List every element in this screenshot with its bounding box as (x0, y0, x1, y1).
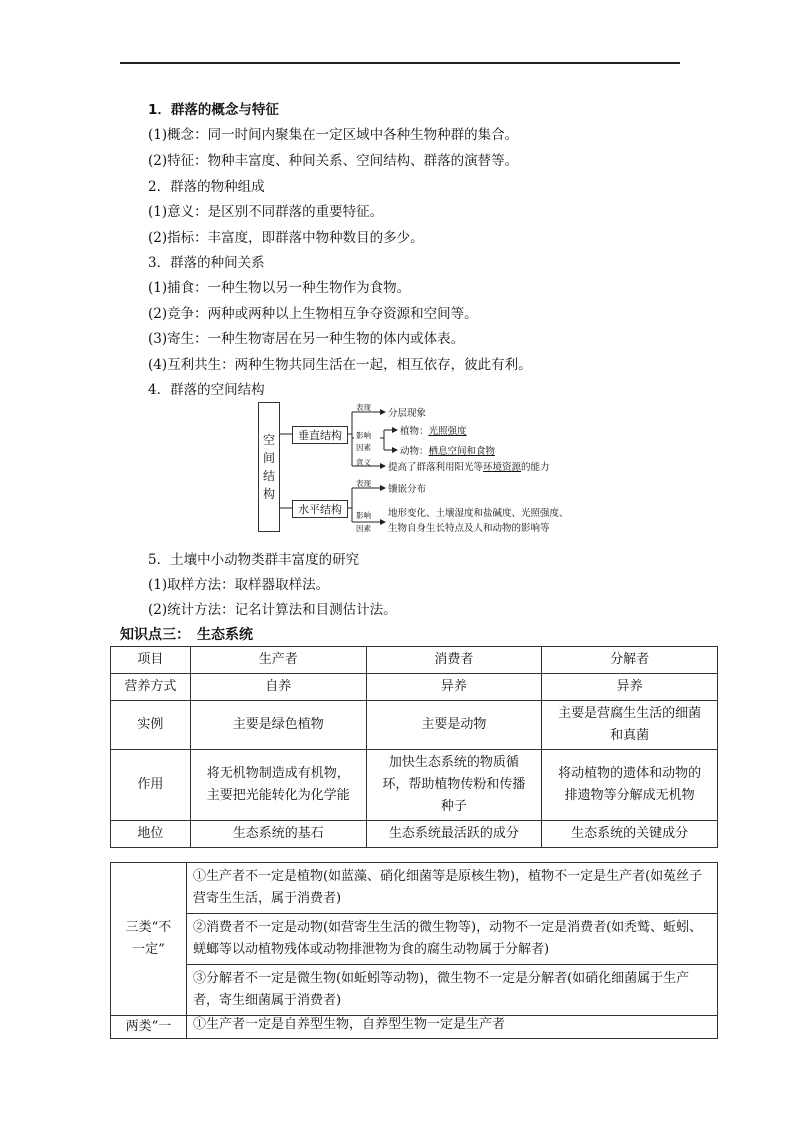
table-cell: 生态系统的关键成分 (542, 821, 718, 848)
ecosystem-components-table (110, 646, 718, 848)
table-header-row (111, 647, 718, 674)
table-cell: ①生产者一定是自养型生物，自养型生物一定是生产者 (186, 1016, 717, 1039)
root-char: 构 (262, 487, 275, 501)
root-box (258, 402, 280, 532)
vertical-plant: 植物：光照强度 (400, 426, 467, 437)
label-biaoxian: 表现 (356, 403, 371, 412)
section-2-title: 2．群落的物种组成 (148, 179, 265, 195)
table-row (111, 674, 718, 701)
table-cell: 地位 (111, 821, 191, 848)
knowledge-point-3-heading: 知识点三： 生态系统 (120, 627, 253, 643)
horizontal-factor-line1: 地形变化、土壤湿度和盐碱度、光照强度、 (388, 508, 569, 519)
table-row (111, 821, 718, 848)
header-cell: 生产者 (190, 647, 366, 674)
section-3-item: (1)捕食：一种生物以另一种生物作为食物。 (148, 280, 411, 296)
vertical-meaning: 提高了群落利用阳光等环境资源的能力 (388, 462, 550, 473)
table-cell: ①生产者不一定是植物(如蓝藻、硝化细菌等是原核生物)，植物不一定是生产者(如菟丝子营寄生生活，属于消费者) (186, 863, 717, 914)
section-5-item: (1)取样方法：取样器取样法。 (148, 577, 330, 593)
horizontal-show: 镶嵌分布 (388, 484, 427, 495)
table-cell: 主要是绿色植物 (190, 701, 366, 750)
section-3-item: (2)竞争：两种或两种以上生物相互争夺资源和空间等。 (148, 306, 478, 322)
table-cell: ②消费者不一定是动物(如营寄生生活的微生物等)，动物不一定是消费者(如秃鹫、蚯蚓、蜣螂等以动植物残体或动物排泄物为食的腐生动物属于分解者) (186, 914, 717, 965)
section-1-title: 1．群落的概念与特征 (148, 102, 279, 118)
label-yingxiang: 影响 (356, 431, 371, 440)
table-cell: ③分解者不一定是微生物(如蚯蚓等动物)，微生物不一定是分解者(如硝化细菌属于生产者，寄生细菌属于消费者) (186, 965, 717, 1016)
section-3-item: (4)互利共生：两种生物共同生活在一起，相互依存，彼此有利。 (148, 357, 532, 373)
table-cell: 将无机物制造成有机物，主要把光能转化为化学能 (190, 750, 366, 821)
label-yiyi: 意义 (356, 458, 371, 467)
table-row (111, 914, 718, 965)
not-necessarily-table (110, 862, 718, 1039)
label-biaoxian: 表现 (356, 479, 371, 488)
table-cell: 作用 (111, 750, 191, 821)
vertical-show: 分层现象 (388, 408, 427, 419)
table-cell: 异养 (366, 674, 542, 701)
label-yingxiang: 影响 (356, 511, 371, 520)
section-4-title: 4．群落的空间结构 (148, 382, 265, 398)
table-cell: 加快生态系统的物质循环，帮助植物传粉和传播种子 (366, 750, 542, 821)
category-label: 三类“不一定” (111, 863, 187, 1016)
table-cell: 生态系统最活跃的成分 (366, 821, 542, 848)
section-2-item: (1)意义：是区别不同群落的重要特征。 (148, 204, 384, 220)
label-yinsu: 因素 (356, 443, 371, 452)
section-5-item: (2)统计方法：记名计算法和目测估计法。 (148, 602, 397, 618)
section-1-item: (1)概念：同一时间内聚集在一定区域中各种生物种群的集合。 (148, 127, 519, 143)
category-label: 两类“一 (111, 1016, 187, 1039)
header-rule (120, 62, 680, 64)
vertical-structure-box: 垂直结构 (292, 426, 348, 444)
header-cell: 分解者 (542, 647, 718, 674)
section-1-item: (2)特征：物种丰富度、种间关系、空间结构、群落的演替等。 (148, 153, 519, 169)
section-3-item: (3)寄生：一种生物寄居在另一种生物的体内或体表。 (148, 331, 465, 347)
table-cell: 异养 (542, 674, 718, 701)
table-row (111, 750, 718, 821)
table-cell: 生态系统的基石 (190, 821, 366, 848)
section-5-title: 5．土壤中小动物类群丰富度的研究 (148, 552, 360, 568)
section-3-title: 3．群落的种间关系 (148, 255, 265, 271)
root-char: 间 (262, 451, 275, 465)
root-char: 空 (262, 433, 275, 447)
horizontal-factor-line2: 生物自身生长特点及人和动物的影响等 (388, 523, 550, 534)
table-row (111, 701, 718, 750)
table-cell: 实例 (111, 701, 191, 750)
header-cell: 项目 (111, 647, 191, 674)
table-row (111, 965, 718, 1016)
horizontal-structure-box: 水平结构 (292, 500, 348, 518)
root-char: 结 (262, 469, 275, 483)
header-cell: 消费者 (366, 647, 542, 674)
spatial-structure-diagram (256, 402, 596, 538)
table-cell: 主要是营腐生生活的细菌和真菌 (542, 701, 718, 750)
section-2-item: (2)指标：丰富度，即群落中物种数目的多少。 (148, 230, 424, 246)
vertical-animal: 动物：栖息空间和食物 (400, 446, 496, 457)
table-cell: 将动植物的遗体和动物的排遗物等分解成无机物 (542, 750, 718, 821)
label-yinsu: 因素 (356, 524, 371, 533)
table-cell: 营养方式 (111, 674, 191, 701)
table-row (111, 1016, 718, 1039)
table-cell: 主要是动物 (366, 701, 542, 750)
table-cell: 自养 (190, 674, 366, 701)
table-row (111, 863, 718, 914)
